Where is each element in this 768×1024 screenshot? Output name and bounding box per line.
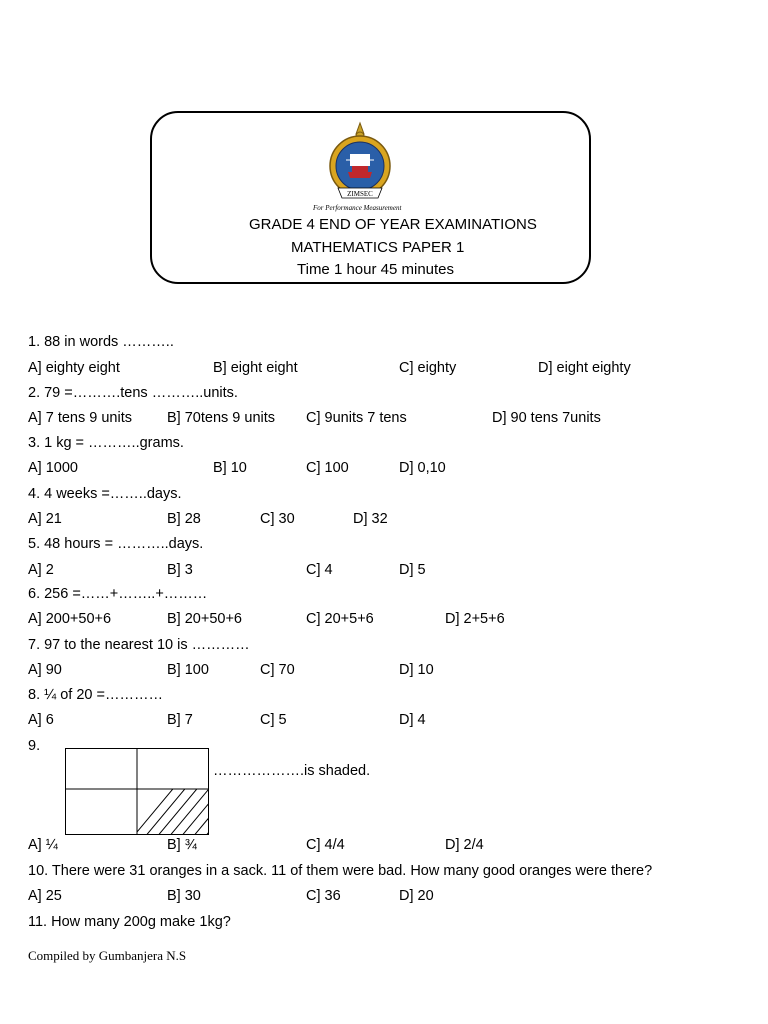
q2-option-a: A] 7 tens 9 units bbox=[28, 410, 132, 426]
q4-option-b: B] 28 bbox=[167, 511, 201, 527]
question-8: 8. ¼ of 20 =………… bbox=[28, 687, 163, 703]
compiled-by-footer: Compiled by Gumbanjera N.S bbox=[28, 948, 187, 963]
q1-option-c: C] eighty bbox=[399, 360, 457, 376]
q10-option-c: C] 36 bbox=[306, 888, 341, 904]
question-7: 7. 97 to the nearest 10 is ………… bbox=[28, 637, 250, 653]
q9-shaded-caption: ……………….is shaded. bbox=[213, 763, 371, 779]
q7-option-b: B] 100 bbox=[167, 662, 209, 678]
q6-option-d: D] 2+5+6 bbox=[445, 611, 505, 627]
q2-option-b: B] 70tens 9 units bbox=[167, 410, 276, 426]
question-1: 1. 88 in words ……….. bbox=[28, 334, 174, 350]
q2-option-c: C] 9units 7 tens bbox=[306, 410, 407, 426]
q2-option-d: D] 90 tens 7units bbox=[492, 410, 601, 426]
q9-option-d: D] 2/4 bbox=[445, 837, 484, 853]
q6-option-b: B] 20+50+6 bbox=[167, 611, 242, 627]
q7-option-c: C] 70 bbox=[260, 662, 295, 678]
question-9: 9. bbox=[28, 738, 41, 754]
shaded-grid-figure bbox=[65, 748, 209, 835]
exam-subject: MATHEMATICS PAPER 1 bbox=[291, 239, 465, 256]
q9-option-b: B] ¾ bbox=[167, 837, 197, 853]
question-5: 5. 48 hours = ………..days. bbox=[28, 536, 204, 552]
question-6: 6. 256 =……+……..+……… bbox=[28, 586, 208, 602]
q3-option-b: B] 10 bbox=[213, 460, 247, 476]
q8-option-c: C] 5 bbox=[260, 712, 287, 728]
q5-option-a: A] 2 bbox=[28, 562, 54, 578]
q4-option-a: A] 21 bbox=[28, 511, 62, 527]
q6-option-c: C] 20+5+6 bbox=[306, 611, 374, 627]
question-2: 2. 79 =……….tens ………..units. bbox=[28, 385, 238, 401]
q5-option-c: C] 4 bbox=[306, 562, 333, 578]
q3-option-d: D] 0,10 bbox=[399, 460, 446, 476]
q10-option-d: D] 20 bbox=[399, 888, 434, 904]
q3-option-c: C] 100 bbox=[306, 460, 349, 476]
q7-option-a: A] 90 bbox=[28, 662, 62, 678]
q8-option-b: B] 7 bbox=[167, 712, 193, 728]
q5-option-d: D] 5 bbox=[399, 562, 426, 578]
q10-option-b: B] 30 bbox=[167, 888, 201, 904]
q1-option-d: D] eight eighty bbox=[538, 360, 631, 376]
q8-option-a: A] 6 bbox=[28, 712, 54, 728]
q1-option-b: B] eight eight bbox=[213, 360, 298, 376]
exam-title: GRADE 4 END OF YEAR EXAMINATIONS bbox=[249, 216, 537, 233]
question-3: 3. 1 kg = ………..grams. bbox=[28, 435, 184, 451]
question-4: 4. 4 weeks =……..days. bbox=[28, 486, 182, 502]
exam-time: Time 1 hour 45 minutes bbox=[297, 261, 455, 278]
q9-option-a: A] ¼ bbox=[28, 837, 58, 853]
logo-motto: For Performance Measurement bbox=[313, 204, 402, 212]
q6-option-a: A] 200+50+6 bbox=[28, 611, 112, 627]
q10-option-a: A] 25 bbox=[28, 888, 62, 904]
q7-option-d: D] 10 bbox=[399, 662, 434, 678]
q1-option-a: A] eighty eight bbox=[28, 360, 120, 376]
question-11: 11. How many 200g make 1kg? bbox=[28, 914, 231, 930]
q3-option-a: A] 1000 bbox=[28, 460, 78, 476]
q9-option-c: C] 4/4 bbox=[306, 837, 345, 853]
logo-text: ZIMSEC bbox=[347, 190, 373, 198]
q5-option-b: B] 3 bbox=[167, 562, 193, 578]
zimsec-logo bbox=[312, 120, 408, 216]
q8-option-d: D] 4 bbox=[399, 712, 426, 728]
q4-option-c: C] 30 bbox=[260, 511, 295, 527]
question-10: 10. There were 31 oranges in a sack. 11 of them were bad. How many good oranges were there? bbox=[28, 863, 653, 879]
q4-option-d: D] 32 bbox=[353, 511, 388, 527]
